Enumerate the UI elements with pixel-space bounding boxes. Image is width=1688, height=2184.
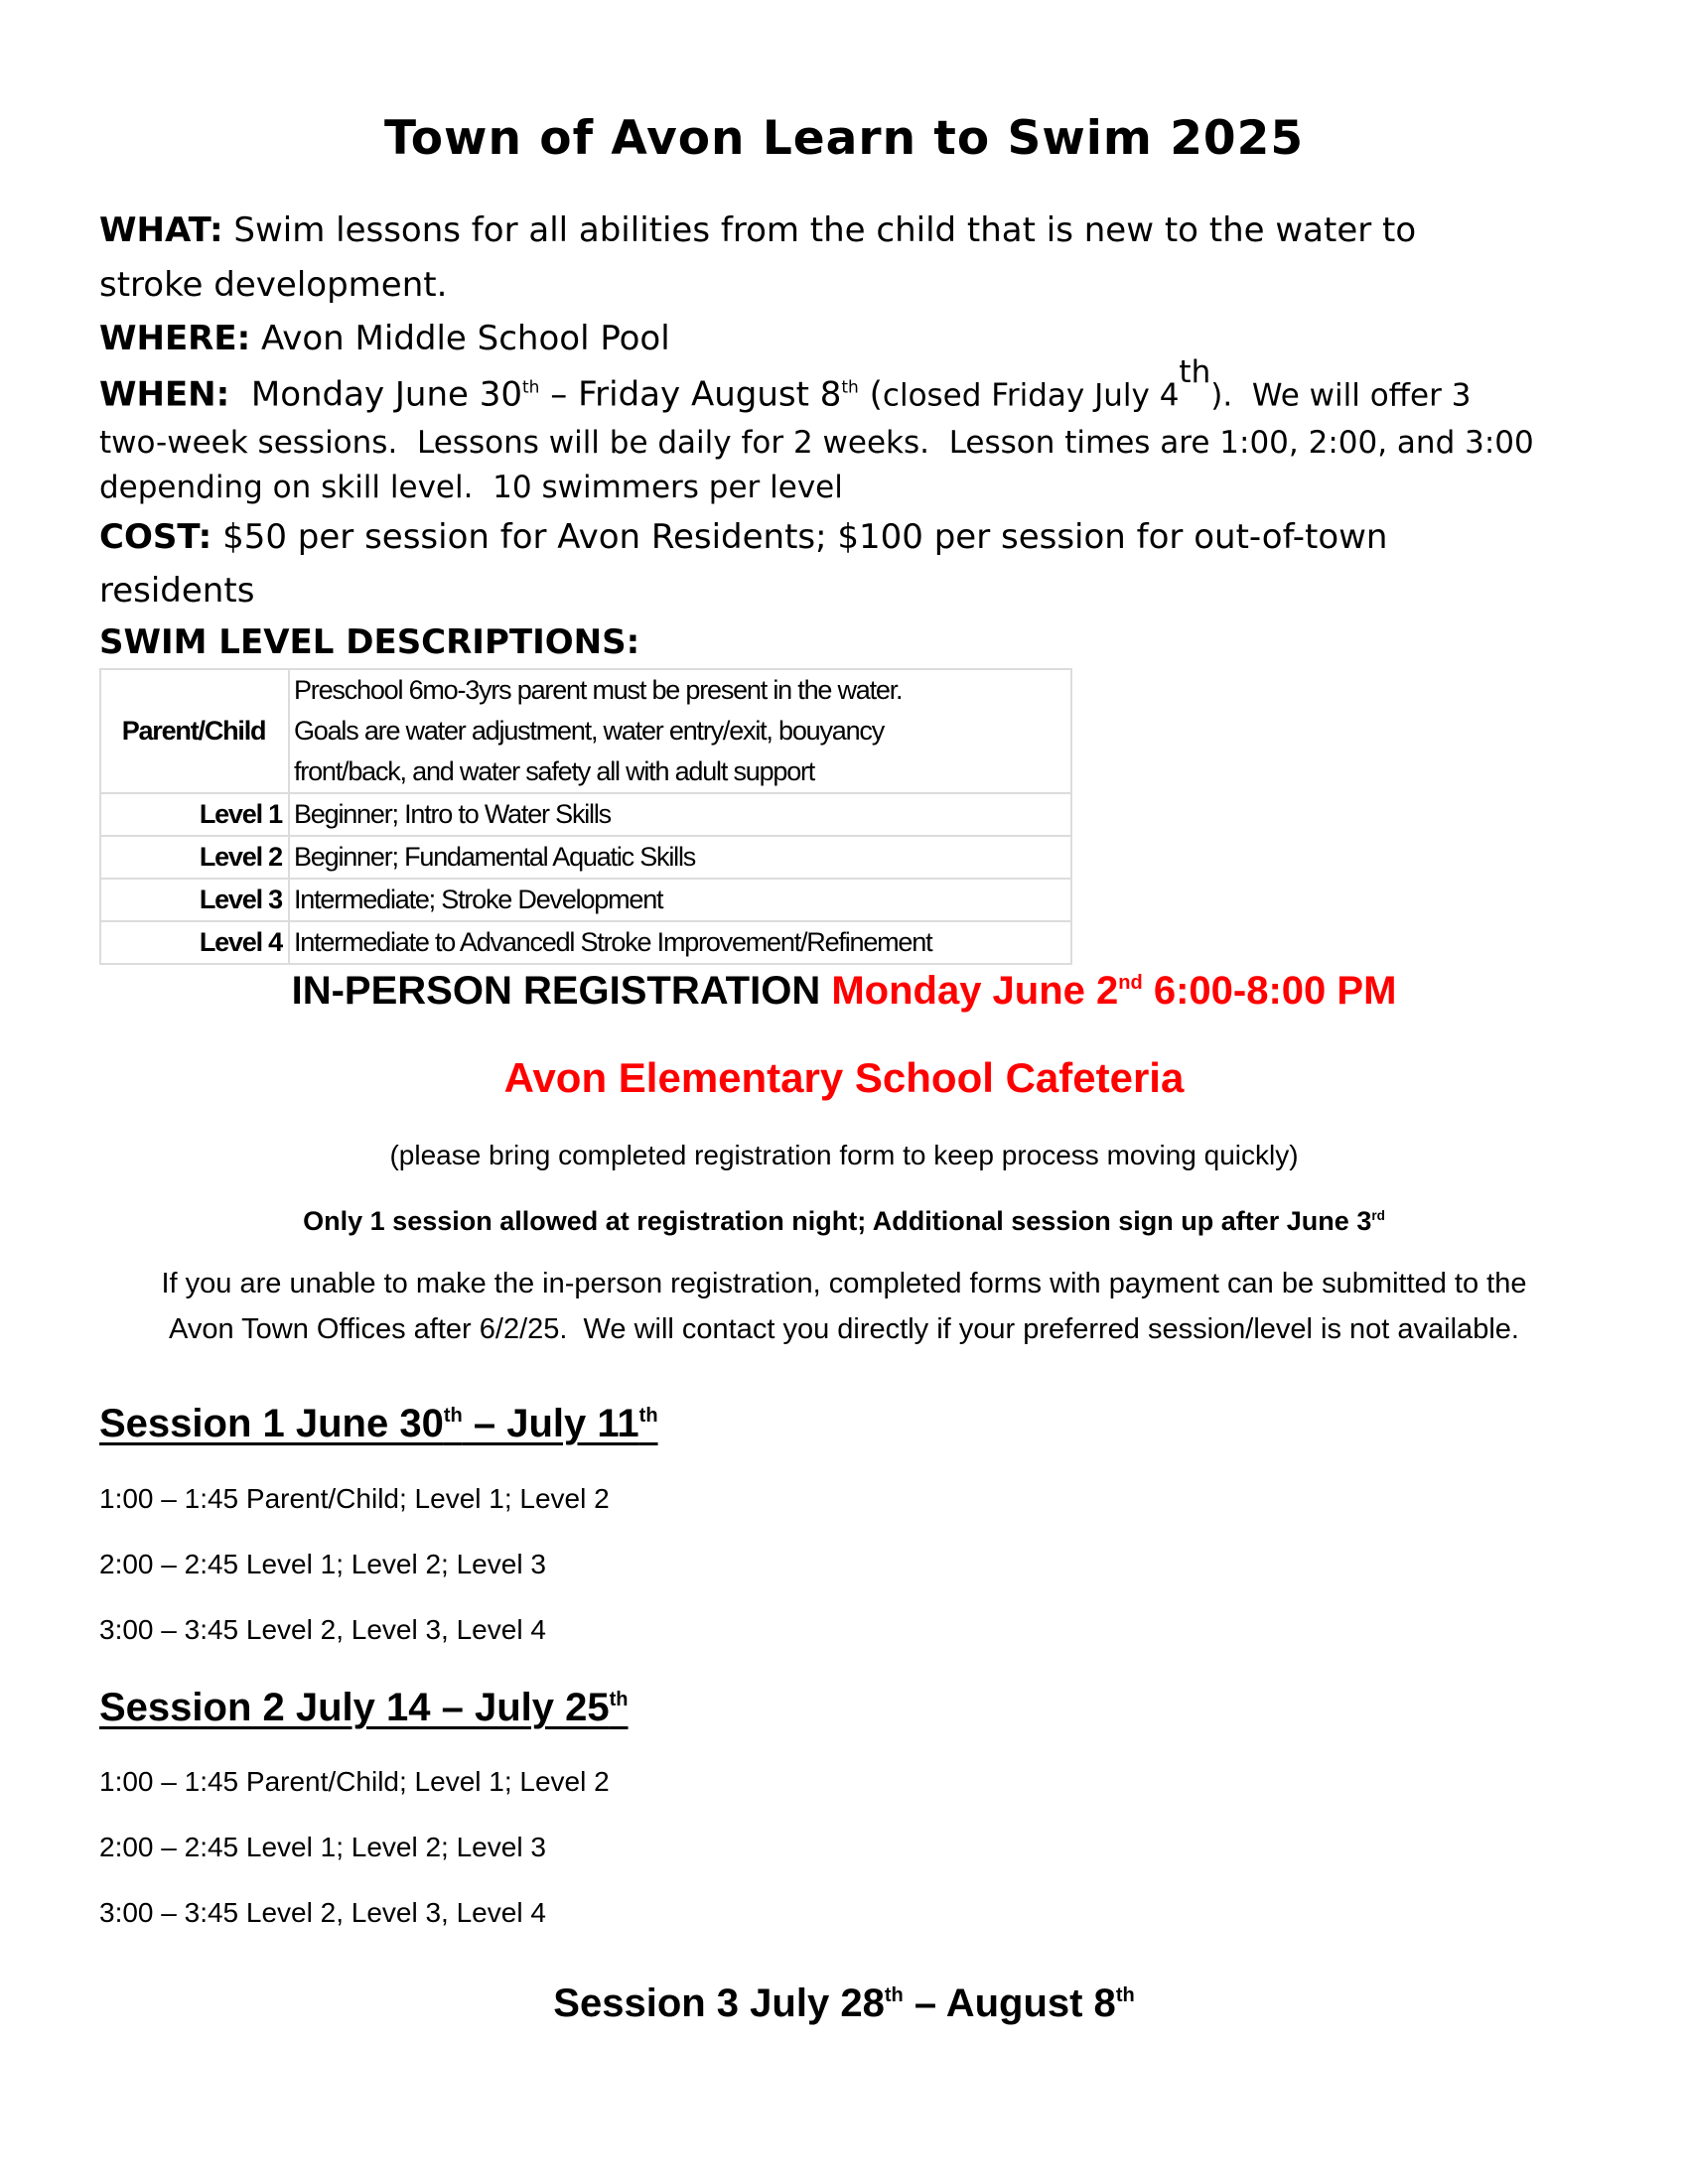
- when-line-2: two-week sessions. Lessons will be daily for 2 weeks. Lesson times are 1:00, 2:00, and 3:00: [99, 425, 1534, 461]
- registration-heading: [0, 969, 1688, 1014]
- session-2-dates: Session 2 July 14 – July 25: [99, 1686, 610, 1729]
- cost-label: COST:: [99, 517, 212, 557]
- session-3-start: Session 3 July 28: [553, 1981, 885, 2025]
- table-row: [100, 836, 1071, 879]
- session-1-slot: 2:00 – 2:45 Level 1; Level 2; Level 3: [99, 1549, 546, 1579]
- level-name: Level 2: [100, 836, 289, 879]
- level-description-line: Goals are water adjustment, water entry/exit, bouyancy: [294, 716, 885, 746]
- table-row: [100, 793, 1071, 836]
- level-description: Intermediate to Advancedl Stroke Improvement/Refinement: [289, 921, 1071, 964]
- level-description-line: front/back, and water safety all with adult support: [294, 756, 815, 786]
- session-3-heading: [0, 1981, 1688, 2026]
- session-1-heading: [99, 1402, 658, 1446]
- registration-alternative-line-1: [0, 1268, 1688, 1300]
- when-closed: closed Friday July 4: [882, 377, 1180, 414]
- what-line-1: [99, 210, 1416, 250]
- cost-text: $50 per session for Avon Residents; $100 per session for out-of-town: [211, 517, 1388, 557]
- what-line-2: stroke development.: [99, 265, 448, 305]
- registration-time: 6:00-8:00 PM: [1142, 969, 1397, 1013]
- when-line-1: [99, 354, 1472, 415]
- registration-limit: [0, 1206, 1688, 1237]
- table-row: [100, 669, 1071, 793]
- level-description-line: Preschool 6mo-3yrs parent must be present in the water.: [294, 675, 903, 705]
- level-description: [289, 669, 1071, 793]
- line-content: (please bring completed registration form to keep process moving quickly): [389, 1140, 1299, 1170]
- session-1-end: – July 11: [462, 1402, 639, 1445]
- session-1-end-sup: th: [638, 1405, 658, 1427]
- line-content: [553, 1981, 1134, 2026]
- table-row: [100, 879, 1071, 921]
- line-content: Avon Elementary School Cafeteria: [503, 1054, 1185, 1101]
- when-sup-3: th: [1179, 354, 1211, 390]
- where-line: [99, 319, 670, 358]
- when-end: – Friday August 8: [539, 374, 842, 415]
- when-label: WHEN:: [99, 374, 230, 415]
- session-2-heading: [99, 1686, 629, 1730]
- registration-label: IN-PERSON REGISTRATION: [291, 969, 832, 1013]
- registration-place: [0, 1054, 1688, 1102]
- registration-date-sup: nd: [1118, 972, 1143, 994]
- swim-levels-heading: SWIM LEVEL DESCRIPTIONS:: [99, 622, 640, 662]
- session-2-slot: 3:00 – 3:45 Level 2, Level 3, Level 4: [99, 1897, 546, 1928]
- level-description: Beginner; Intro to Water Skills: [289, 793, 1071, 836]
- when-sup-2: th: [841, 377, 859, 398]
- when-paren: (: [858, 374, 883, 415]
- session-1-slot: 1:00 – 1:45 Parent/Child; Level 1; Level 2: [99, 1483, 610, 1514]
- when-offer: ). We will offer 3: [1210, 377, 1472, 414]
- level-name: Level 3: [100, 879, 289, 921]
- level-description: Beginner; Fundamental Aquatic Skills: [289, 836, 1071, 879]
- registration-date: Monday June 2: [831, 969, 1119, 1013]
- line-content: [303, 1206, 1385, 1237]
- session-1-start: Session 1 June 30: [99, 1402, 444, 1445]
- level-name: Parent/Child: [100, 669, 289, 793]
- when-sup-1: th: [522, 377, 540, 398]
- registration-limit-sup: rd: [1371, 1207, 1385, 1223]
- registration-note: [0, 1140, 1688, 1171]
- registration-limit-text: Only 1 session allowed at registration night; Additional session sign up after June 3: [303, 1206, 1372, 1236]
- what-label: WHAT:: [99, 210, 223, 250]
- level-name: Level 4: [100, 921, 289, 964]
- line-content: If you are unable to make the in-person registration, completed forms with payment can be submitted to the: [161, 1268, 1527, 1299]
- cost-line-1: [99, 517, 1387, 557]
- session-2-slot: 1:00 – 1:45 Parent/Child; Level 1; Level 2: [99, 1766, 610, 1797]
- session-2-slot: 2:00 – 2:45 Level 1; Level 2; Level 3: [99, 1832, 546, 1862]
- when-line-3: depending on skill level. 10 swimmers per level: [99, 470, 843, 505]
- page-title: Town of Avon Learn to Swim 2025: [383, 111, 1305, 166]
- level-description: Intermediate; Stroke Development: [289, 879, 1071, 921]
- line-content: Avon Town Offices after 6/2/25. We will contact you directly if your preferred session/level is not available.: [169, 1313, 1519, 1345]
- where-text: Avon Middle School Pool: [250, 319, 670, 358]
- registration-alternative-line-2: [0, 1313, 1688, 1346]
- where-label: WHERE:: [99, 319, 251, 358]
- line-content: [292, 969, 1397, 1014]
- table-row: [100, 921, 1071, 964]
- what-text: Swim lessons for all abilities from the child that is new to the water to: [222, 210, 1417, 250]
- when-start: Monday June 30: [229, 374, 523, 415]
- session-2-end-sup: th: [609, 1689, 629, 1710]
- level-name: Level 1: [100, 793, 289, 836]
- session-1-start-sup: th: [443, 1405, 463, 1427]
- session-1-slot: 3:00 – 3:45 Level 2, Level 3, Level 4: [99, 1614, 546, 1645]
- session-3-end: – August 8: [903, 1981, 1116, 2025]
- session-3-end-sup: th: [1115, 1984, 1135, 2006]
- swim-levels-table: [99, 668, 1072, 965]
- session-3-start-sup: th: [884, 1984, 904, 2006]
- cost-line-2: residents: [99, 571, 255, 611]
